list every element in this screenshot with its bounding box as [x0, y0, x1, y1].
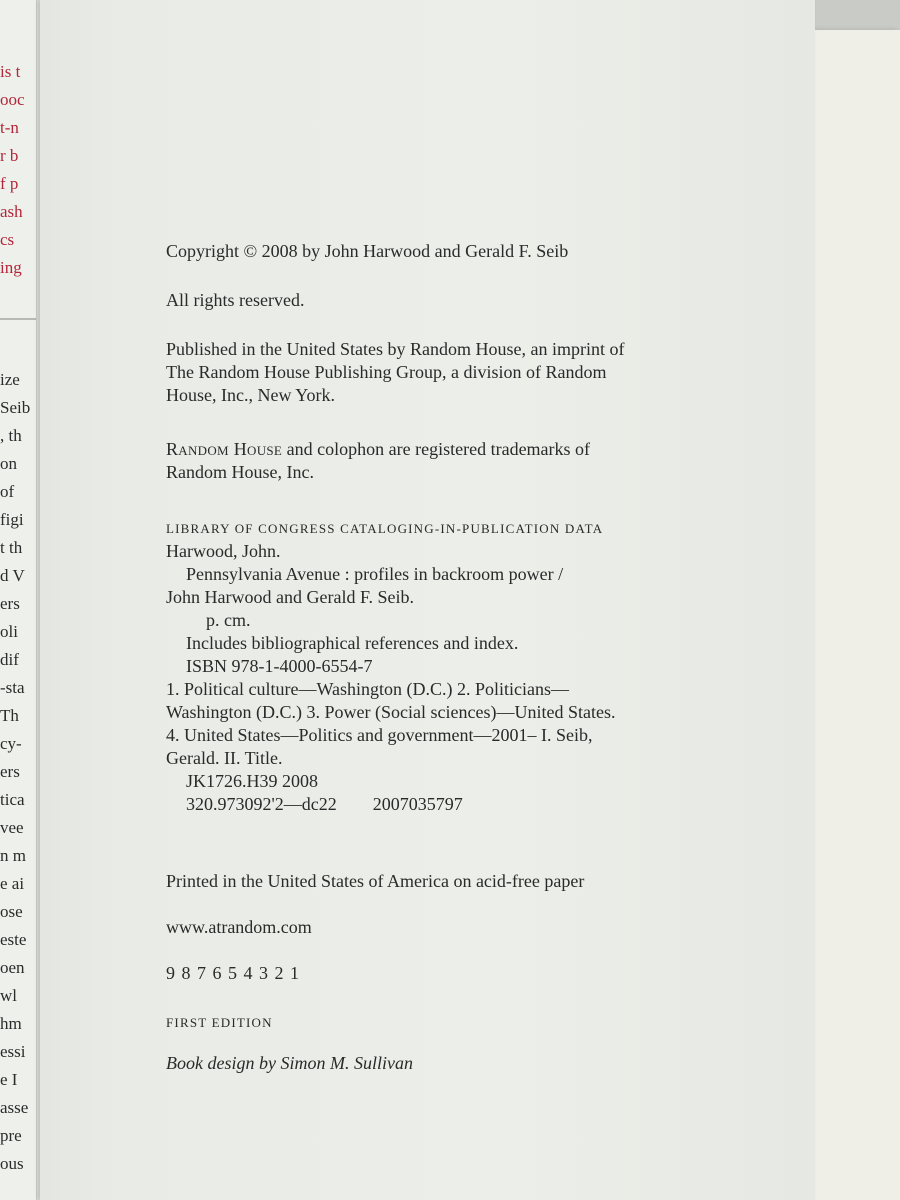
flap-text-fragment: hm: [0, 1014, 22, 1033]
publisher-statement: [166, 338, 686, 407]
right-page-edge: [815, 30, 900, 1200]
flap-text-fragment: ous: [0, 1154, 24, 1173]
trademark-line-1-rest: and colophon are registered trademarks of: [282, 439, 591, 459]
flap-text-fragment: , th: [0, 426, 22, 445]
edition: FIRST EDITION: [166, 1015, 273, 1030]
cip-pages: p. cm.: [206, 610, 251, 630]
flap-text-fragment: ing: [0, 258, 22, 277]
flap-text-fragment: tica: [0, 790, 25, 809]
flap-text-fragment: wl: [0, 986, 17, 1005]
flap-text-fragment: e I: [0, 1070, 18, 1089]
cip-dewey: 320.973092'2—dc22: [186, 794, 337, 814]
flap-text-fragment: of: [0, 482, 15, 501]
flap-text-fragment: t th: [0, 538, 23, 557]
flap-text-fragment: ers: [0, 594, 20, 613]
flap-text-fragment: ooc: [0, 90, 25, 109]
flap-text-fragment: Th: [0, 706, 19, 725]
cip-isbn: ISBN 978-1-4000-6554-7: [186, 656, 373, 676]
flap-text-fragment: e ai: [0, 874, 25, 893]
cip-title: Pennsylvania Avenue : profiles in backroom power /: [186, 564, 564, 584]
flap-text-fragment: figi: [0, 510, 24, 529]
flap-text-fragment: is t: [0, 62, 21, 81]
flap-text-fragment: d V: [0, 566, 25, 585]
flap-text-fragment: oli: [0, 622, 18, 641]
cip-lc-call: JK1726.H39 2008: [186, 771, 319, 791]
flap-text-fragment: t-n: [0, 118, 19, 137]
flap-text-fragment: on: [0, 454, 17, 473]
publisher-line-2: The Random House Publishing Group, a division of Random: [166, 362, 607, 382]
trademark-line-1: [166, 438, 686, 461]
cip-data: [166, 517, 686, 816]
flap-text-fragment: Seib: [0, 398, 31, 417]
flap-text-fragment: ose: [0, 902, 23, 921]
flap-text-fragment: asse: [0, 1098, 29, 1117]
cip-subject-line: Gerald. II. Title.: [166, 748, 283, 768]
flap-text-fragment: -sta: [0, 678, 25, 697]
background-corner: [800, 0, 900, 30]
flap-text-fragment: dif: [0, 650, 19, 669]
copyright-line: Copyright © 2008 by John Harwood and Gerald F. Seib: [166, 241, 569, 261]
cip-lccn: 2007035797: [372, 794, 463, 814]
cip-heading: LIBRARY OF CONGRESS CATALOGING-IN-PUBLICATION DATA: [166, 521, 604, 536]
trademark-statement: [166, 438, 686, 484]
website: www.atrandom.com: [166, 917, 312, 937]
flap-text-fragment: ash: [0, 202, 23, 221]
cip-subject-line: 4. United States—Politics and government—2001– I. Seib,: [166, 725, 593, 745]
left-flap-page: [0, 0, 37, 1200]
cip-author: Harwood, John.: [166, 541, 281, 561]
flap-text-fragment: essi: [0, 1042, 26, 1061]
rights-line: All rights reserved.: [166, 290, 305, 310]
print-line: 9 8 7 6 5 4 3 2 1: [166, 963, 300, 983]
flap-text-fragment: oen: [0, 958, 25, 977]
flap-text-fragment: r b: [0, 146, 19, 165]
flap-text-fragment: cy-: [0, 734, 22, 753]
cip-classification: [166, 793, 686, 816]
flap-text-fragment: ers: [0, 762, 20, 781]
flap-divider: [0, 318, 36, 320]
trademark-line-2: Random House, Inc.: [166, 462, 314, 482]
cip-subject-line: 1. Political culture—Washington (D.C.) 2. Politicians—: [166, 679, 570, 699]
flap-text-fragment: n m: [0, 846, 26, 865]
flap-text-fragment: cs: [0, 230, 15, 249]
publisher-line-3: House, Inc., New York.: [166, 385, 335, 405]
book-design-credit: Book design by Simon M. Sullivan: [166, 1053, 413, 1073]
cip-subject-line: Washington (D.C.) 3. Power (Social sciences)—United States.: [166, 702, 616, 722]
flap-text-fragment: f p: [0, 174, 19, 193]
cip-biblio: Includes bibliographical references and index.: [186, 633, 519, 653]
printed-statement: Printed in the United States of America on acid-free paper: [166, 871, 585, 891]
flap-text-fragment: ize: [0, 370, 20, 389]
flap-text-fragment: vee: [0, 818, 24, 837]
trademark-brand: Random House: [166, 439, 283, 459]
publisher-line-1: Published in the United States by Random House, an imprint of: [166, 339, 625, 359]
cip-authors: John Harwood and Gerald F. Seib.: [166, 587, 415, 607]
flap-text-fragment: pre: [0, 1126, 22, 1145]
flap-text-fragment: este: [0, 930, 27, 949]
